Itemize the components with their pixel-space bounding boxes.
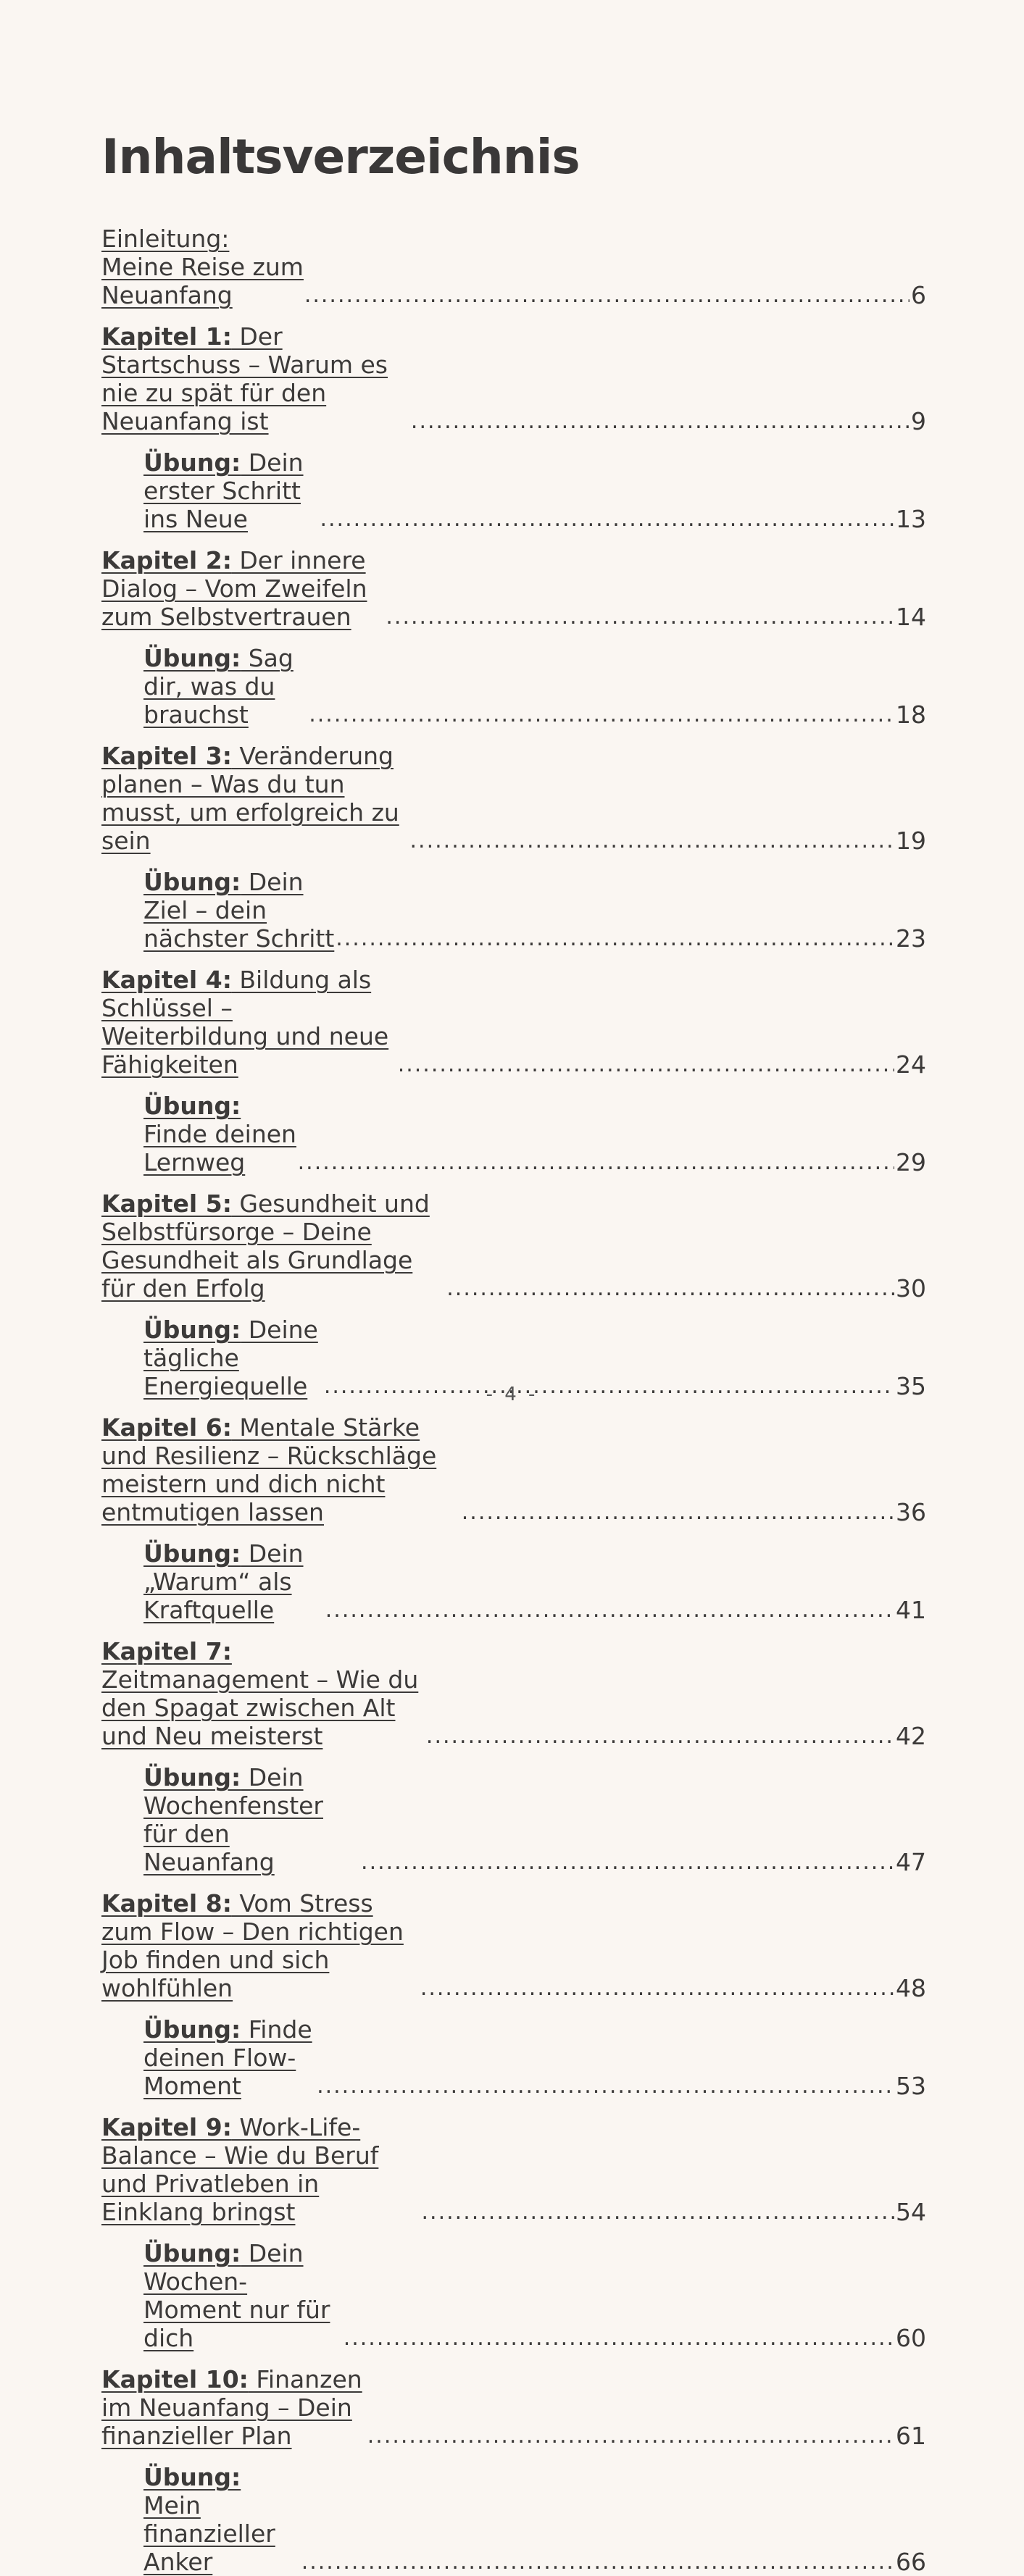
toc-entry-page: 47 [896,1848,926,1876]
toc-entry-text: Dein Ziel – dein nächster Schritt [143,868,335,953]
dot-leader [426,1722,894,1750]
toc-entry-page: 61 [896,2422,926,2450]
dot-leader [325,1596,894,1624]
toc-entry-chapter-2[interactable] [101,546,926,631]
toc-entry-text: Deine tägliche Energiequelle [143,1316,318,1400]
toc-entry-title[interactable] [143,1092,298,1176]
toc-entry-exercise-2[interactable] [101,644,926,729]
toc-entry-text: Zeitmanagement – Wie du den Spagat zwischen Alt und Neu meisterst [101,1665,419,1750]
dot-leader [298,1148,894,1176]
toc-entry-label: Übung: [143,1763,241,1791]
toc-entry-label: Übung: [143,448,241,477]
toc-entry-chapter-10[interactable] [101,2365,926,2450]
toc-entry-title[interactable] [101,742,410,855]
toc-entry-label: Übung: [143,1092,241,1120]
toc-entry-title[interactable] [101,1889,420,2002]
toc-entry-text: Mein finanzieller Anker [143,2491,275,2576]
toc-entry-exercise-4[interactable] [101,1092,926,1176]
toc-entry-title[interactable] [143,448,320,533]
toc-entry-page: 36 [896,1498,926,1526]
toc-entry-text: Finanzen im Neuanfang – Dein finanzieller Plan [101,2365,362,2450]
dot-leader [446,1274,894,1302]
dot-leader [344,2324,894,2352]
toc-entry-label: Kapitel 3: [101,742,232,770]
toc-entry-page: 24 [896,1050,926,1079]
toc-entry-introduction[interactable] [101,225,926,309]
toc-entry-text: Dein Wochen-Moment nur für dich [143,2239,330,2352]
toc-entry-label: Kapitel 2: [101,546,232,574]
toc-entry-page: 29 [896,1148,926,1176]
toc-entry-title[interactable] [143,2463,301,2576]
toc-entry-page: 54 [896,2198,926,2226]
toc-entry-text: Work-Life-Balance – Wie du Beruf und Privatleben in Einklang bringst [101,2113,379,2226]
toc-entry-title[interactable] [101,322,411,435]
toc-entry-label: Übung: [143,2463,241,2491]
toc-entry-title[interactable] [101,1637,426,1750]
toc-entry-title[interactable] [101,1413,462,1526]
toc-entry-chapter-9[interactable] [101,2113,926,2226]
toc-entry-label: Übung: [143,868,241,896]
toc-entry-label: Übung: [143,2015,241,2044]
toc-entry-chapter-6[interactable] [101,1413,926,1526]
toc-entry-text: Einleitung: Meine Reise zum Neuanfang [101,225,304,309]
toc-entry-page: 6 [911,281,926,309]
toc-entry-label: Kapitel 10: [101,2365,249,2393]
toc-entry-title[interactable] [143,644,309,729]
dot-leader [309,701,894,729]
toc-entry-label: Übung: [143,1539,241,1568]
toc-entry-title[interactable] [101,2365,367,2450]
dot-leader [411,407,909,435]
toc-entry-title[interactable] [101,1189,446,1302]
toc-entry-page: 14 [896,603,926,631]
toc-entry-label: Übung: [143,644,241,672]
toc-entry-page: 41 [896,1596,926,1624]
dot-leader [367,2422,894,2450]
toc-entry-page: 19 [896,827,926,855]
toc-entry-page: 18 [896,701,926,729]
dot-leader [361,1848,894,1876]
toc-entry-page: 48 [896,1974,926,2002]
toc-entry-text: Bildung als Schlüssel – Weiterbildung und neue Fähigkeiten [101,966,389,1079]
toc-entry-title[interactable] [143,2015,317,2100]
dot-leader [301,2548,894,2576]
dot-leader [422,2198,894,2226]
toc-entry-text: Dein „Warum“ als Kraftquelle [143,1539,304,1624]
toc-entry-title[interactable] [101,966,398,1079]
toc-entry-title[interactable] [101,2113,422,2226]
toc-entry-text: Finde deinen Lernweg [143,1120,296,1176]
toc-entry-page: 30 [896,1274,926,1302]
toc-entry-label: Kapitel 8: [101,1889,232,1918]
toc-entry-page: 53 [896,2072,926,2100]
toc-entry-title[interactable] [143,868,336,953]
dot-leader [386,603,894,631]
toc-entry-label: Übung: [143,1316,241,1344]
toc-entry-title[interactable] [143,1539,325,1624]
toc-entry-page: 23 [896,924,926,953]
toc-entry-exercise-10[interactable] [101,2463,926,2576]
toc-entry-exercise-1[interactable] [101,448,926,533]
dot-leader [304,281,909,309]
toc-entry-page: 9 [911,407,926,435]
toc-entry-label: Kapitel 9: [101,2113,232,2141]
toc-entry-exercise-9[interactable] [101,2239,926,2352]
toc-entry-title[interactable] [101,546,386,631]
toc-entry-label: Übung: [143,2239,241,2267]
toc-entry-exercise-3[interactable] [101,868,926,953]
dot-leader [420,1974,894,2002]
toc-entry-text: Der Startschuss – Warum es nie zu spät für den Neuanfang ist [101,322,388,435]
toc-entry-chapter-8[interactable] [101,1889,926,2002]
toc-entry-page: 66 [896,2548,926,2576]
dot-leader [317,2072,894,2100]
toc-entry-chapter-5[interactable] [101,1189,926,1302]
toc-entry-title[interactable] [101,225,304,309]
toc-entry-label: Kapitel 6: [101,1413,232,1442]
toc-entry-text: Sag dir, was du brauchst [143,644,294,729]
page-number: - 4 - [486,1384,538,1405]
toc-entry-exercise-6[interactable] [101,1539,926,1624]
toc-entry-text: Mentale Stärke und Resilienz – Rückschläge meistern und dich nicht entmutigen lassen [101,1413,437,1526]
toc-entry-page: 35 [896,1372,926,1400]
toc-entry-label: Kapitel 1: [101,322,232,351]
toc-entry-text: Dein Wochenfenster für den Neuanfang [143,1763,323,1876]
dot-leader [398,1050,894,1079]
toc-entry-text: Finde deinen Flow-Moment [143,2015,312,2100]
toc-entry-chapter-4[interactable] [101,966,926,1079]
toc-entry-title[interactable] [143,2239,344,2352]
toc-entry-text: Der innere Dialog – Vom Zweifeln zum Selbstvertrauen [101,546,367,631]
dot-leader [410,827,894,855]
toc-entry-page: 60 [896,2324,926,2352]
toc-entry-text: Gesundheit und Selbstfürsorge – Deine Gesundheit als Grundlage für den Erfolg [101,1189,430,1302]
toc-entry-label: Kapitel 5: [101,1189,232,1218]
toc-entry-text: Dein erster Schritt ins Neue [143,448,304,533]
dot-leader [320,505,894,533]
toc-entry-text: Vom Stress zum Flow – Den richtigen Job finden und sich wohlfühlen [101,1889,404,2002]
toc-entry-title[interactable] [143,1763,361,1876]
toc-entry-text: Veränderung planen – Was du tun musst, um erfolgreich zu sein [101,742,399,855]
toc-entry-chapter-1[interactable] [101,322,926,435]
toc-entry-exercise-7[interactable] [101,1763,926,1876]
page-title: Inhaltsverzeichnis [101,129,580,185]
toc-entry-page: 42 [896,1722,926,1750]
toc-entry-chapter-3[interactable] [101,742,926,855]
toc-entry-exercise-8[interactable] [101,2015,926,2100]
toc-entry-chapter-7[interactable] [101,1637,926,1750]
toc-entry-label: Kapitel 7: [101,1637,232,1665]
toc-entry-label: Kapitel 4: [101,966,232,994]
dot-leader [336,924,894,953]
toc-entry-page: 13 [896,505,926,533]
dot-leader [462,1498,894,1526]
